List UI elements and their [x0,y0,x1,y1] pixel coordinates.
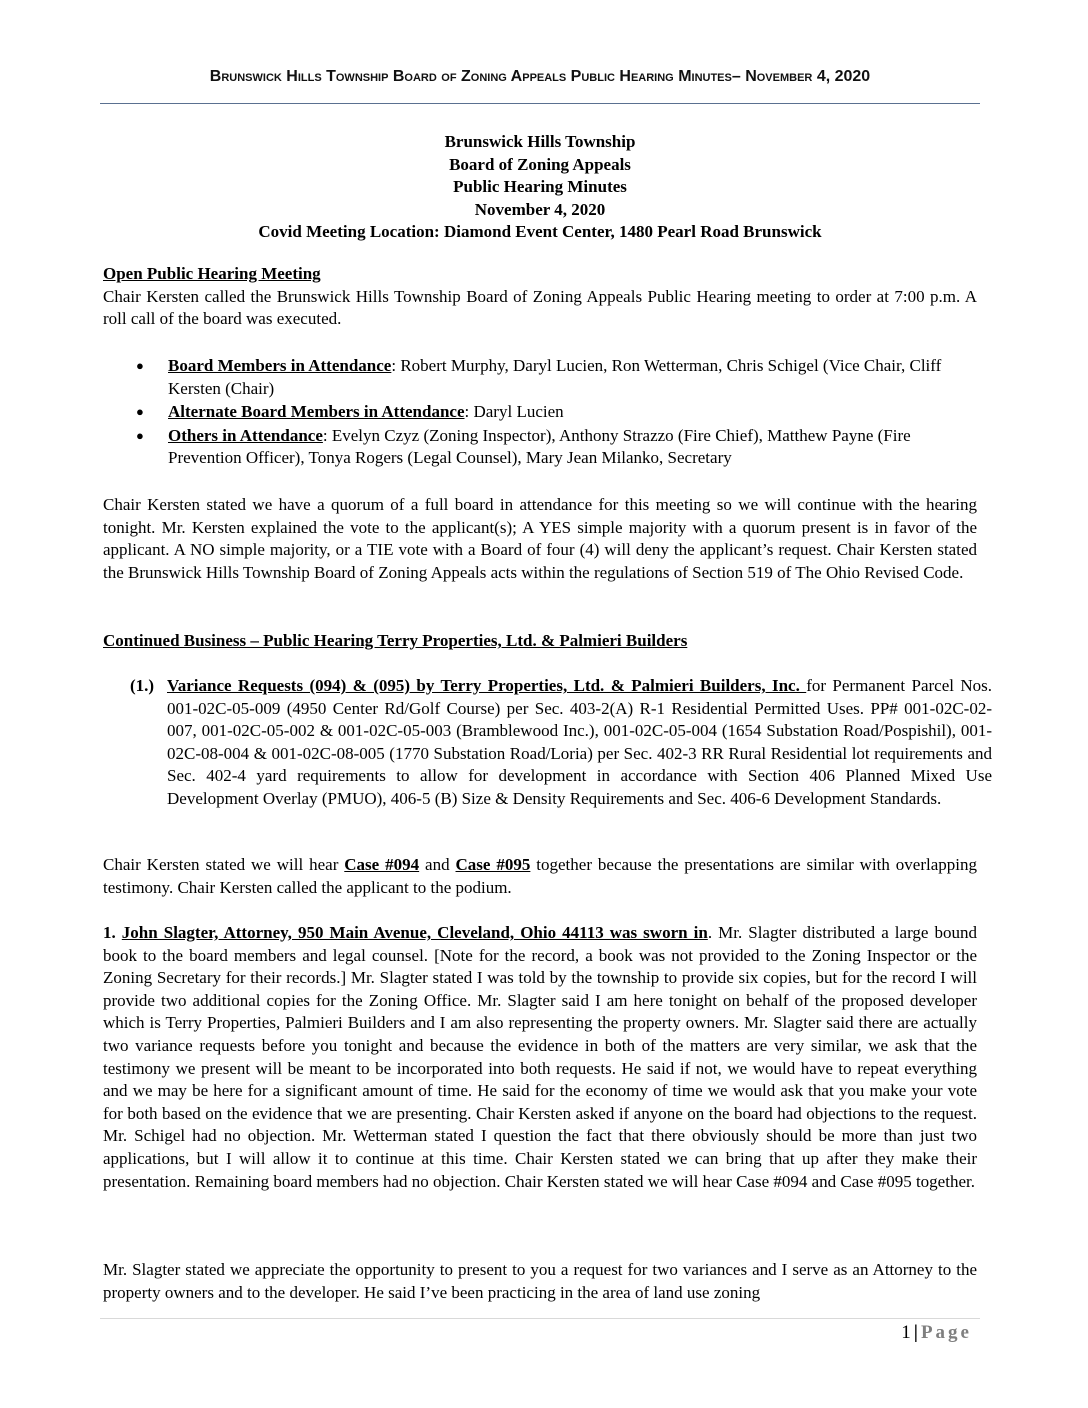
bullet-icon: ● [136,427,144,443]
cases-text: together because the presentations are similar with overlapping testimony. Chair Kersten called the applicant to the podium. [103,855,978,897]
variance-item-body [130,675,992,811]
attendance-item-alternate [103,401,977,424]
open-meeting-section [103,263,977,331]
title-board: Board of Zoning Appeals [449,154,631,174]
case-095-reference: Case #095 [455,855,531,874]
attendance-item-others [103,425,977,470]
footer-divider [100,1318,980,1319]
bullet-icon: ● [136,404,144,420]
page-number: 1 [901,1322,911,1343]
cases-paragraph [103,854,977,899]
title-block [100,131,980,244]
quorum-paragraph: Chair Kersten stated we have a quorum of a full board in attendance for this meeting so we will continue with the hearing tonight. Mr. Kersten explained the vote to the applicant(s); A YES simple majority with a quorum present is in favor of the applicant. A NO simple majority, or a TIE vote with a Board of four (4) will deny the applicant’s request. Chair Kersten stated the Brunswick Hills Township Board of Zoning Appeals acts within the regulations of Section 519 of The Ohio Revised Code. [103,495,977,582]
attendance-label: Alternate Board Members in Attendance [168,402,465,422]
running-header: Brunswick Hills Township Board of Zoning Appeals Public Hearing Minutes– November 4, 2020 [209,68,871,85]
variance-item-title: Variance Requests (094) & (095) by Terry Properties, Ltd. & Palmieri Builders, Inc. [167,676,807,695]
cases-text: and [419,855,456,874]
page-separator: | [913,1322,918,1343]
attendance-label: Board Members in Attendance [168,356,392,375]
cases-text: Chair Kersten stated we will hear [103,855,345,874]
variance-request-item [130,675,992,811]
page-footer [901,1322,972,1344]
title-date: November 4, 2020 [474,199,606,219]
bullet-icon: ● [136,358,144,373]
continued-business-heading-text: Continued Business – Public Hearing Terry Properties, Ltd. & Palmieri Builders [103,631,688,650]
title-location: Covid Meeting Location: Diamond Event Center, 1480 Pearl Road Brunswick [258,222,822,242]
variance-item-number: (1.) [130,676,155,695]
title-document-type: Public Hearing Minutes [453,177,627,197]
page-label: Page [920,1322,972,1343]
case-094-reference: Case #094 [344,855,420,874]
attendance-text: : Daryl Lucien [464,402,564,422]
attendance-text: : Evelyn Czyz (Zoning Inspector), Anthony Strazzo (Fire Chief), Matthew Payne (Fire Prevention Officer), Tonya Rogers (Legal Counsel), Mary Jean Milanko, Secretary [168,425,911,468]
testimony-sworn-in: John Slagter, Attorney, 950 Main Avenue, Cleveland, Ohio 44113 was sworn in [121,923,708,942]
title-township: Brunswick Hills Township [444,132,636,151]
attendance-item-board [103,355,977,400]
testimony-number: 1. [103,923,122,942]
closing-paragraph: Mr. Slagter stated we appreciate the opportunity to present to you a request for two variances and I serve as an Attorney to the property owners and to the developer. He said I’ve been practicing in the area of land use zoning [103,1260,977,1302]
header-divider [100,103,980,104]
open-meeting-heading: Open Public Hearing Meeting [103,264,321,283]
continued-business-heading [103,630,977,653]
open-meeting-text: Chair Kersten called the Brunswick Hills Township Board of Zoning Appeals Public Hearing meeting to order at 7:00 p.m. A roll call of the board was executed. [103,286,977,329]
variance-item-text: for Permanent Parcel Nos. 001-02C-05-009 (4950 Center Rd/Golf Course) per Sec. 403-2(A) R-1 Residential Permitted Uses. PP# 001-02C-02-007, 001-02C-05-002 & 001-02C-05-003 (Bramblewood Inc.), 001-02C-05-004 (1654 Substation Road/Pospishil), 001-02C-08-004 & 001-02C-08-005 (1770 Substation Road/Loria) per Sec. 402-3 RR Rural Residential lot requirements and Sec. 402-4 yard requirements to allow for development in accordance with Section 406 Planned Mixed Use Development Overlay (PMUO), 406-5 (B) Size & Density Requirements and Sec. 406-6 Development Standards. [167,676,993,808]
testimony-text: . Mr. Slagter distributed a large bound book to the board members and legal counsel. [Note for the record, a book was not provided to the Zoning Inspector or the Zoning Secretary for their records.] Mr. Slagter stated I was told by the township to provide six copies, but for the record I will provide two additional copies for the Zoning Office. Mr. Slagter said I am here tonight on behalf of the proposed developer which is Terry Properties, Palmieri Builders and I am also representing the property owners. Mr. Slagter said there are actually two variance requests before you tonight and because the evidence in both of the matters are very similar, we ask that the testimony we present will be meant to be incorporated into both requests. He said if not, we would have to repeat everything and we may be here for a significant amount of time. He said for the economy of time we would ask that you make your vote for both based on the evidence that we are presenting. Chair Kersten asked if anyone on the board had objections to the request. Mr. Schigel had no objection. Mr. Wetterman stated I question the fact that there obviously should be more than just two applications, but I will allow it to continue at this time. Chair Kersten stated we can bring that up after they make their presentation. Remaining board members had no objection. Chair Kersten stated we will hear Case #094 and Case #095 together. [103,923,978,1191]
attendance-list [103,355,977,471]
testimony-paragraph [103,922,977,1193]
attendance-label: Others in Attendance [168,425,323,445]
attendance-text: : Robert Murphy, Daryl Lucien, Ron Wetterman, Chris Schigel (Vice Chair, Cliff Kersten (Chair) [168,356,942,398]
